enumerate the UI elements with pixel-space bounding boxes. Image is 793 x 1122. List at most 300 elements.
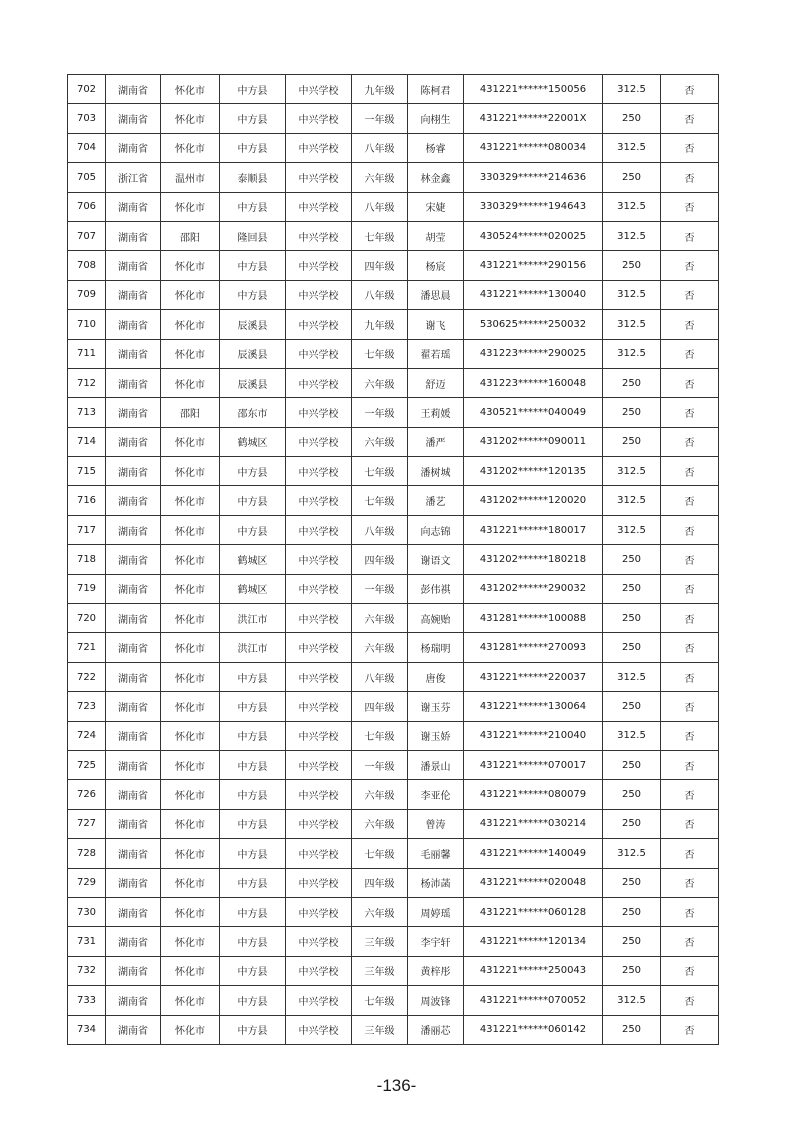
table-row [68, 1015, 719, 1044]
cell-county: 中方县 [220, 780, 286, 809]
table-row [68, 104, 719, 133]
cell-id-number: 431281******270093 [464, 633, 603, 662]
table-row [68, 780, 719, 809]
cell-county: 中方县 [220, 192, 286, 221]
cell-id-number: 431221******060142 [464, 1015, 603, 1044]
cell-grade: 六年级 [352, 163, 408, 192]
cell-school: 中兴学校 [286, 574, 352, 603]
cell-county: 中方县 [220, 133, 286, 162]
cell-amount: 250 [603, 398, 661, 427]
cell-id-number: 430524******020025 [464, 221, 603, 250]
cell-province: 湖南省 [106, 868, 161, 897]
cell-grade: 七年级 [352, 486, 408, 515]
cell-amount: 312.5 [603, 221, 661, 250]
cell-flag: 否 [661, 574, 719, 603]
cell-city: 怀化市 [161, 104, 220, 133]
cell-row-index: 716 [68, 486, 106, 515]
cell-id-number: 431221******250043 [464, 956, 603, 985]
cell-school: 中兴学校 [286, 956, 352, 985]
cell-school: 中兴学校 [286, 1015, 352, 1044]
cell-row-index: 713 [68, 398, 106, 427]
cell-city: 怀化市 [161, 192, 220, 221]
cell-school: 中兴学校 [286, 809, 352, 838]
table-row [68, 515, 719, 544]
cell-county: 中方县 [220, 457, 286, 486]
cell-row-index: 702 [68, 75, 106, 104]
cell-school: 中兴学校 [286, 310, 352, 339]
cell-id-number: 431221******180017 [464, 515, 603, 544]
cell-county: 中方县 [220, 104, 286, 133]
cell-city: 邵阳 [161, 398, 220, 427]
cell-row-index: 734 [68, 1015, 106, 1044]
cell-city: 怀化市 [161, 515, 220, 544]
cell-student-name: 向志锦 [408, 515, 464, 544]
cell-student-name: 潘严 [408, 427, 464, 456]
cell-grade: 三年级 [352, 1015, 408, 1044]
cell-school: 中兴学校 [286, 721, 352, 750]
table-row [68, 192, 719, 221]
cell-amount: 250 [603, 927, 661, 956]
cell-row-index: 717 [68, 515, 106, 544]
cell-school: 中兴学校 [286, 192, 352, 221]
cell-id-number: 431202******180218 [464, 545, 603, 574]
cell-province: 湖南省 [106, 633, 161, 662]
cell-county: 中方县 [220, 662, 286, 691]
cell-student-name: 毛丽馨 [408, 839, 464, 868]
cell-row-index: 733 [68, 986, 106, 1015]
cell-student-name: 宋婕 [408, 192, 464, 221]
cell-amount: 312.5 [603, 192, 661, 221]
cell-city: 怀化市 [161, 427, 220, 456]
cell-county: 中方县 [220, 839, 286, 868]
cell-amount: 250 [603, 956, 661, 985]
cell-school: 中兴学校 [286, 515, 352, 544]
cell-amount: 312.5 [603, 339, 661, 368]
cell-province: 湖南省 [106, 192, 161, 221]
cell-county: 辰溪县 [220, 368, 286, 397]
cell-row-index: 715 [68, 457, 106, 486]
cell-row-index: 732 [68, 956, 106, 985]
cell-amount: 250 [603, 780, 661, 809]
cell-county: 洪江市 [220, 633, 286, 662]
cell-city: 怀化市 [161, 251, 220, 280]
cell-school: 中兴学校 [286, 75, 352, 104]
table-row [68, 221, 719, 250]
cell-amount: 250 [603, 1015, 661, 1044]
cell-city: 怀化市 [161, 839, 220, 868]
cell-student-name: 谢玉娇 [408, 721, 464, 750]
cell-student-name: 翟若瑶 [408, 339, 464, 368]
cell-school: 中兴学校 [286, 750, 352, 779]
cell-province: 湖南省 [106, 368, 161, 397]
cell-school: 中兴学校 [286, 486, 352, 515]
cell-county: 辰溪县 [220, 339, 286, 368]
cell-province: 湖南省 [106, 604, 161, 633]
cell-county: 中方县 [220, 750, 286, 779]
cell-city: 怀化市 [161, 662, 220, 691]
cell-province: 湖南省 [106, 721, 161, 750]
cell-row-index: 710 [68, 310, 106, 339]
cell-school: 中兴学校 [286, 339, 352, 368]
cell-city: 怀化市 [161, 986, 220, 1015]
cell-province: 湖南省 [106, 956, 161, 985]
cell-county: 中方县 [220, 1015, 286, 1044]
cell-province: 湖南省 [106, 251, 161, 280]
cell-amount: 312.5 [603, 662, 661, 691]
table-row [68, 721, 719, 750]
cell-city: 怀化市 [161, 780, 220, 809]
cell-province: 湖南省 [106, 809, 161, 838]
cell-id-number: 431221******060128 [464, 897, 603, 926]
cell-row-index: 706 [68, 192, 106, 221]
cell-grade: 七年级 [352, 986, 408, 1015]
cell-grade: 七年级 [352, 221, 408, 250]
cell-row-index: 725 [68, 750, 106, 779]
cell-id-number: 431221******210040 [464, 721, 603, 750]
cell-city: 温州市 [161, 163, 220, 192]
cell-student-name: 潘思晨 [408, 280, 464, 309]
cell-flag: 否 [661, 545, 719, 574]
table-row [68, 839, 719, 868]
cell-id-number: 431223******160048 [464, 368, 603, 397]
cell-county: 中方县 [220, 75, 286, 104]
table-row [68, 75, 719, 104]
cell-id-number: 431221******140049 [464, 839, 603, 868]
cell-amount: 250 [603, 604, 661, 633]
cell-id-number: 431221******130064 [464, 692, 603, 721]
cell-flag: 否 [661, 163, 719, 192]
cell-grade: 七年级 [352, 721, 408, 750]
cell-amount: 312.5 [603, 280, 661, 309]
cell-student-name: 杨沛菡 [408, 868, 464, 897]
cell-student-name: 李亚伦 [408, 780, 464, 809]
cell-student-name: 向栩生 [408, 104, 464, 133]
page-number: -136- [376, 1076, 417, 1095]
cell-student-name: 陈柯君 [408, 75, 464, 104]
table-row [68, 692, 719, 721]
cell-student-name: 杨睿 [408, 133, 464, 162]
cell-flag: 否 [661, 780, 719, 809]
cell-id-number: 431202******090011 [464, 427, 603, 456]
cell-province: 湖南省 [106, 515, 161, 544]
cell-city: 怀化市 [161, 280, 220, 309]
table-row [68, 809, 719, 838]
cell-county: 鹤城区 [220, 545, 286, 574]
cell-amount: 312.5 [603, 839, 661, 868]
cell-province: 湖南省 [106, 339, 161, 368]
cell-student-name: 高婉贻 [408, 604, 464, 633]
cell-province: 湖南省 [106, 986, 161, 1015]
cell-grade: 六年级 [352, 604, 408, 633]
cell-amount: 312.5 [603, 721, 661, 750]
cell-flag: 否 [661, 398, 719, 427]
cell-amount: 312.5 [603, 986, 661, 1015]
cell-city: 怀化市 [161, 956, 220, 985]
cell-flag: 否 [661, 809, 719, 838]
cell-amount: 250 [603, 251, 661, 280]
cell-row-index: 708 [68, 251, 106, 280]
table-row [68, 398, 719, 427]
cell-province: 湖南省 [106, 927, 161, 956]
cell-grade: 七年级 [352, 339, 408, 368]
cell-school: 中兴学校 [286, 368, 352, 397]
cell-county: 中方县 [220, 868, 286, 897]
cell-grade: 六年级 [352, 780, 408, 809]
table-row [68, 163, 719, 192]
cell-id-number: 431221******150056 [464, 75, 603, 104]
cell-id-number: 431281******100088 [464, 604, 603, 633]
cell-row-index: 705 [68, 163, 106, 192]
cell-grade: 六年级 [352, 897, 408, 926]
cell-amount: 250 [603, 104, 661, 133]
cell-school: 中兴学校 [286, 604, 352, 633]
cell-student-name: 谢玉芬 [408, 692, 464, 721]
cell-flag: 否 [661, 339, 719, 368]
cell-grade: 一年级 [352, 104, 408, 133]
cell-student-name: 唐俊 [408, 662, 464, 691]
cell-school: 中兴学校 [286, 986, 352, 1015]
cell-grade: 四年级 [352, 251, 408, 280]
cell-grade: 三年级 [352, 956, 408, 985]
cell-county: 中方县 [220, 515, 286, 544]
cell-grade: 四年级 [352, 545, 408, 574]
cell-flag: 否 [661, 986, 719, 1015]
cell-flag: 否 [661, 897, 719, 926]
cell-grade: 三年级 [352, 927, 408, 956]
cell-grade: 一年级 [352, 574, 408, 603]
table-row [68, 457, 719, 486]
cell-flag: 否 [661, 750, 719, 779]
cell-flag: 否 [661, 457, 719, 486]
cell-province: 湖南省 [106, 574, 161, 603]
cell-school: 中兴学校 [286, 897, 352, 926]
cell-id-number: 430521******040049 [464, 398, 603, 427]
cell-county: 洪江市 [220, 604, 286, 633]
cell-id-number: 431221******22001X [464, 104, 603, 133]
table-row [68, 339, 719, 368]
cell-amount: 312.5 [603, 457, 661, 486]
cell-grade: 八年级 [352, 133, 408, 162]
cell-flag: 否 [661, 280, 719, 309]
cell-county: 中方县 [220, 809, 286, 838]
cell-county: 辰溪县 [220, 310, 286, 339]
cell-city: 怀化市 [161, 339, 220, 368]
cell-county: 鹤城区 [220, 427, 286, 456]
cell-row-index: 704 [68, 133, 106, 162]
cell-grade: 九年级 [352, 310, 408, 339]
cell-city: 怀化市 [161, 310, 220, 339]
cell-school: 中兴学校 [286, 221, 352, 250]
cell-city: 怀化市 [161, 633, 220, 662]
cell-city: 怀化市 [161, 574, 220, 603]
cell-city: 怀化市 [161, 750, 220, 779]
cell-grade: 九年级 [352, 75, 408, 104]
cell-school: 中兴学校 [286, 427, 352, 456]
cell-id-number: 431221******070052 [464, 986, 603, 1015]
table-row [68, 427, 719, 456]
cell-amount: 250 [603, 545, 661, 574]
cell-amount: 250 [603, 809, 661, 838]
student-table-container [67, 74, 718, 1045]
cell-school: 中兴学校 [286, 545, 352, 574]
table-row [68, 662, 719, 691]
cell-school: 中兴学校 [286, 398, 352, 427]
cell-amount: 250 [603, 897, 661, 926]
cell-student-name: 黄梓彤 [408, 956, 464, 985]
cell-province: 湖南省 [106, 486, 161, 515]
cell-amount: 250 [603, 692, 661, 721]
cell-student-name: 舒迈 [408, 368, 464, 397]
cell-row-index: 703 [68, 104, 106, 133]
cell-flag: 否 [661, 839, 719, 868]
cell-id-number: 431221******070017 [464, 750, 603, 779]
cell-province: 湖南省 [106, 280, 161, 309]
cell-amount: 312.5 [603, 310, 661, 339]
cell-row-index: 722 [68, 662, 106, 691]
cell-student-name: 谢语文 [408, 545, 464, 574]
cell-county: 邵东市 [220, 398, 286, 427]
cell-school: 中兴学校 [286, 457, 352, 486]
table-row [68, 368, 719, 397]
cell-student-name: 胡莹 [408, 221, 464, 250]
cell-grade: 六年级 [352, 633, 408, 662]
cell-grade: 六年级 [352, 427, 408, 456]
cell-student-name: 王莉媛 [408, 398, 464, 427]
cell-city: 怀化市 [161, 1015, 220, 1044]
cell-amount: 312.5 [603, 75, 661, 104]
table-row [68, 750, 719, 779]
cell-student-name: 谢飞 [408, 310, 464, 339]
cell-amount: 250 [603, 427, 661, 456]
cell-city: 怀化市 [161, 545, 220, 574]
cell-school: 中兴学校 [286, 251, 352, 280]
cell-city: 怀化市 [161, 604, 220, 633]
cell-county: 中方县 [220, 897, 286, 926]
cell-county: 中方县 [220, 956, 286, 985]
cell-student-name: 周婷瑶 [408, 897, 464, 926]
cell-county: 中方县 [220, 721, 286, 750]
cell-student-name: 彭伟祺 [408, 574, 464, 603]
cell-row-index: 719 [68, 574, 106, 603]
table-row [68, 251, 719, 280]
cell-flag: 否 [661, 104, 719, 133]
cell-row-index: 718 [68, 545, 106, 574]
cell-row-index: 723 [68, 692, 106, 721]
cell-flag: 否 [661, 927, 719, 956]
cell-city: 邵阳 [161, 221, 220, 250]
table-row [68, 310, 719, 339]
table-row [68, 574, 719, 603]
cell-grade: 八年级 [352, 515, 408, 544]
cell-id-number: 431221******220037 [464, 662, 603, 691]
cell-flag: 否 [661, 662, 719, 691]
cell-grade: 八年级 [352, 662, 408, 691]
cell-province: 湖南省 [106, 1015, 161, 1044]
cell-flag: 否 [661, 221, 719, 250]
cell-grade: 八年级 [352, 192, 408, 221]
cell-grade: 六年级 [352, 368, 408, 397]
cell-student-name: 杨宸 [408, 251, 464, 280]
cell-id-number: 431221******130040 [464, 280, 603, 309]
cell-grade: 六年级 [352, 809, 408, 838]
cell-id-number: 431221******080034 [464, 133, 603, 162]
cell-city: 怀化市 [161, 486, 220, 515]
cell-province: 湖南省 [106, 457, 161, 486]
table-row [68, 868, 719, 897]
cell-row-index: 726 [68, 780, 106, 809]
cell-id-number: 431223******290025 [464, 339, 603, 368]
table-row [68, 133, 719, 162]
cell-city: 怀化市 [161, 133, 220, 162]
cell-county: 中方县 [220, 927, 286, 956]
cell-student-name: 林金鑫 [408, 163, 464, 192]
cell-row-index: 714 [68, 427, 106, 456]
cell-flag: 否 [661, 192, 719, 221]
cell-id-number: 330329******194643 [464, 192, 603, 221]
cell-student-name: 潘景山 [408, 750, 464, 779]
cell-province: 湖南省 [106, 662, 161, 691]
cell-school: 中兴学校 [286, 927, 352, 956]
cell-amount: 312.5 [603, 133, 661, 162]
cell-county: 泰顺县 [220, 163, 286, 192]
cell-province: 浙江省 [106, 163, 161, 192]
cell-city: 怀化市 [161, 692, 220, 721]
cell-row-index: 729 [68, 868, 106, 897]
cell-flag: 否 [661, 956, 719, 985]
cell-province: 湖南省 [106, 839, 161, 868]
cell-row-index: 728 [68, 839, 106, 868]
cell-amount: 250 [603, 868, 661, 897]
cell-school: 中兴学校 [286, 662, 352, 691]
cell-city: 怀化市 [161, 897, 220, 926]
cell-flag: 否 [661, 251, 719, 280]
cell-student-name: 潘丽芯 [408, 1015, 464, 1044]
cell-student-name: 曾涛 [408, 809, 464, 838]
cell-student-name: 李宇轩 [408, 927, 464, 956]
cell-province: 湖南省 [106, 780, 161, 809]
cell-amount: 312.5 [603, 486, 661, 515]
cell-school: 中兴学校 [286, 104, 352, 133]
cell-city: 怀化市 [161, 868, 220, 897]
table-row [68, 545, 719, 574]
cell-id-number: 431221******030214 [464, 809, 603, 838]
cell-grade: 七年级 [352, 457, 408, 486]
cell-id-number: 431221******080079 [464, 780, 603, 809]
cell-row-index: 721 [68, 633, 106, 662]
cell-flag: 否 [661, 427, 719, 456]
cell-id-number: 530625******250032 [464, 310, 603, 339]
cell-province: 湖南省 [106, 104, 161, 133]
cell-county: 中方县 [220, 251, 286, 280]
cell-id-number: 330329******214636 [464, 163, 603, 192]
cell-province: 湖南省 [106, 398, 161, 427]
cell-row-index: 720 [68, 604, 106, 633]
table-row [68, 604, 719, 633]
cell-amount: 250 [603, 163, 661, 192]
cell-grade: 八年级 [352, 280, 408, 309]
cell-amount: 250 [603, 368, 661, 397]
cell-student-name: 杨瑞明 [408, 633, 464, 662]
cell-student-name: 潘艺 [408, 486, 464, 515]
cell-school: 中兴学校 [286, 633, 352, 662]
table-row [68, 956, 719, 985]
cell-grade: 四年级 [352, 692, 408, 721]
table-row [68, 897, 719, 926]
cell-amount: 312.5 [603, 515, 661, 544]
cell-grade: 一年级 [352, 750, 408, 779]
cell-row-index: 709 [68, 280, 106, 309]
cell-province: 湖南省 [106, 750, 161, 779]
